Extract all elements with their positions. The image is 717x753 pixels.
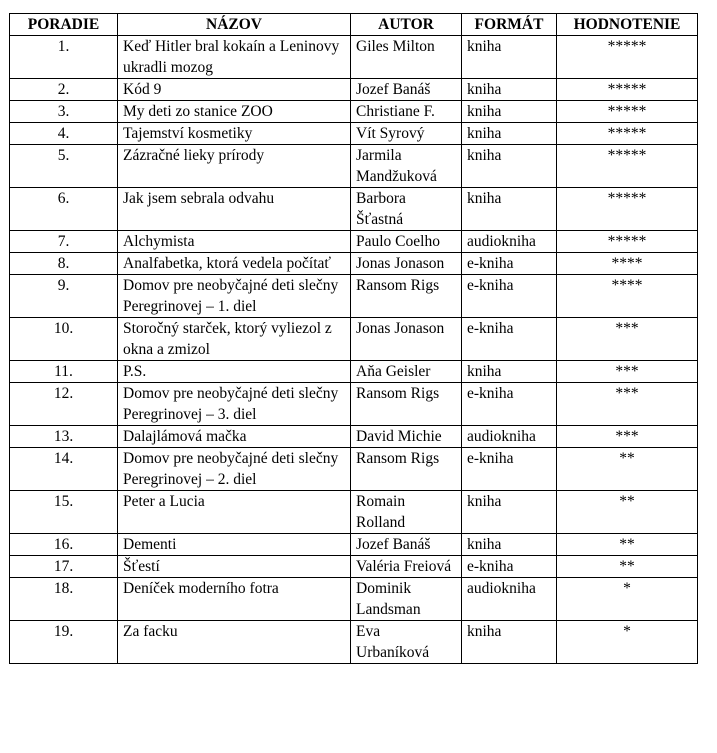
cell-format: e-kniha [462, 556, 557, 578]
cell-title: Analfabetka, ktorá vedela počítať [118, 253, 351, 275]
cell-format: kniha [462, 534, 557, 556]
cell-rating: **** [557, 275, 698, 318]
cell-format: e-kniha [462, 253, 557, 275]
cell-format: kniha [462, 188, 557, 231]
cell-rating: ***** [557, 101, 698, 123]
cell-format: audiokniha [462, 426, 557, 448]
cell-title: Dementi [118, 534, 351, 556]
cell-title: Storočný starček, ktorý vyliezol z okna a zmizol [118, 318, 351, 361]
cell-rank: 13. [10, 426, 118, 448]
cell-title: Šťestí [118, 556, 351, 578]
cell-author: Valéria Freiová [351, 556, 462, 578]
table-row [10, 253, 698, 275]
cell-rating: ** [557, 534, 698, 556]
header-row [10, 14, 698, 36]
cell-author: Romain Rolland [351, 491, 462, 534]
header-format: FORMÁT [462, 14, 557, 36]
cell-author: Vít Syrový [351, 123, 462, 145]
cell-author: Eva Urbaníková [351, 621, 462, 664]
cell-rank: 9. [10, 275, 118, 318]
cell-rank: 10. [10, 318, 118, 361]
cell-title: Peter a Lucia [118, 491, 351, 534]
table-row [10, 275, 698, 318]
cell-format: kniha [462, 145, 557, 188]
table-row [10, 491, 698, 534]
cell-rating: ***** [557, 231, 698, 253]
cell-rank: 19. [10, 621, 118, 664]
cell-rank: 3. [10, 101, 118, 123]
table-row [10, 534, 698, 556]
cell-rating: ** [557, 556, 698, 578]
cell-format: e-kniha [462, 383, 557, 426]
cell-rating: *** [557, 318, 698, 361]
cell-rank: 7. [10, 231, 118, 253]
header-title: NÁZOV [118, 14, 351, 36]
cell-rank: 6. [10, 188, 118, 231]
cell-title: Za facku [118, 621, 351, 664]
cell-author: Ransom Rigs [351, 275, 462, 318]
cell-author: Christiane F. [351, 101, 462, 123]
cell-rating: *** [557, 426, 698, 448]
cell-author: Jozef Banáš [351, 534, 462, 556]
cell-rank: 18. [10, 578, 118, 621]
cell-rating: **** [557, 253, 698, 275]
cell-format: kniha [462, 361, 557, 383]
cell-format: audiokniha [462, 578, 557, 621]
cell-rank: 4. [10, 123, 118, 145]
cell-title: P.S. [118, 361, 351, 383]
cell-rank: 5. [10, 145, 118, 188]
table-row [10, 101, 698, 123]
cell-title: Zázračné lieky prírody [118, 145, 351, 188]
cell-title: Jak jsem sebrala odvahu [118, 188, 351, 231]
table-row [10, 123, 698, 145]
table-row [10, 79, 698, 101]
table-row [10, 318, 698, 361]
cell-format: kniha [462, 79, 557, 101]
cell-author: Jozef Banáš [351, 79, 462, 101]
cell-author: Dominik Landsman [351, 578, 462, 621]
cell-rating: ** [557, 491, 698, 534]
cell-rating: *** [557, 361, 698, 383]
table-row [10, 383, 698, 426]
cell-format: e-kniha [462, 448, 557, 491]
cell-format: audiokniha [462, 231, 557, 253]
cell-title: Domov pre neobyčajné deti slečny Peregrinovej – 1. diel [118, 275, 351, 318]
cell-format: e-kniha [462, 275, 557, 318]
cell-title: Domov pre neobyčajné deti slečny Peregrinovej – 2. diel [118, 448, 351, 491]
cell-rating: * [557, 578, 698, 621]
cell-rank: 11. [10, 361, 118, 383]
cell-rating: * [557, 621, 698, 664]
cell-format: kniha [462, 491, 557, 534]
cell-rank: 17. [10, 556, 118, 578]
table-row [10, 556, 698, 578]
cell-author: Jonas Jonason [351, 318, 462, 361]
cell-rank: 12. [10, 383, 118, 426]
table-row [10, 578, 698, 621]
cell-title: My deti zo stanice ZOO [118, 101, 351, 123]
cell-format: e-kniha [462, 318, 557, 361]
cell-format: kniha [462, 101, 557, 123]
table-row [10, 231, 698, 253]
cell-title: Domov pre neobyčajné deti slečny Peregrinovej – 3. diel [118, 383, 351, 426]
cell-format: kniha [462, 621, 557, 664]
table-row [10, 426, 698, 448]
cell-rank: 2. [10, 79, 118, 101]
cell-author: Giles Milton [351, 36, 462, 79]
cell-title: Tajemství kosmetiky [118, 123, 351, 145]
cell-rating: ***** [557, 36, 698, 79]
cell-title: Deníček moderního fotra [118, 578, 351, 621]
cell-rank: 8. [10, 253, 118, 275]
cell-rating: ** [557, 448, 698, 491]
table-row [10, 621, 698, 664]
header-author: AUTOR [351, 14, 462, 36]
header-rank: PORADIE [10, 14, 118, 36]
cell-format: kniha [462, 36, 557, 79]
header-rating: HODNOTENIE [557, 14, 698, 36]
cell-rank: 14. [10, 448, 118, 491]
table-row [10, 145, 698, 188]
table-row [10, 361, 698, 383]
cell-rating: ***** [557, 188, 698, 231]
table-row [10, 188, 698, 231]
book-ranking-table [9, 13, 698, 664]
cell-rank: 1. [10, 36, 118, 79]
table-row [10, 36, 698, 79]
cell-rank: 16. [10, 534, 118, 556]
cell-title: Keď Hitler bral kokaín a Leninovy ukradli mozog [118, 36, 351, 79]
cell-title: Alchymista [118, 231, 351, 253]
cell-rating: ***** [557, 145, 698, 188]
cell-format: kniha [462, 123, 557, 145]
cell-title: Kód 9 [118, 79, 351, 101]
cell-author: Ransom Rigs [351, 448, 462, 491]
cell-author: David Michie [351, 426, 462, 448]
cell-author: Ransom Rigs [351, 383, 462, 426]
cell-rating: ***** [557, 123, 698, 145]
cell-author: Paulo Coelho [351, 231, 462, 253]
cell-author: Aňa Geisler [351, 361, 462, 383]
cell-author: Jonas Jonason [351, 253, 462, 275]
cell-rating: ***** [557, 79, 698, 101]
cell-rank: 15. [10, 491, 118, 534]
cell-author: Jarmila Mandžuková [351, 145, 462, 188]
cell-author: Barbora Šťastná [351, 188, 462, 231]
cell-rating: *** [557, 383, 698, 426]
table-row [10, 448, 698, 491]
cell-title: Dalajlámová mačka [118, 426, 351, 448]
